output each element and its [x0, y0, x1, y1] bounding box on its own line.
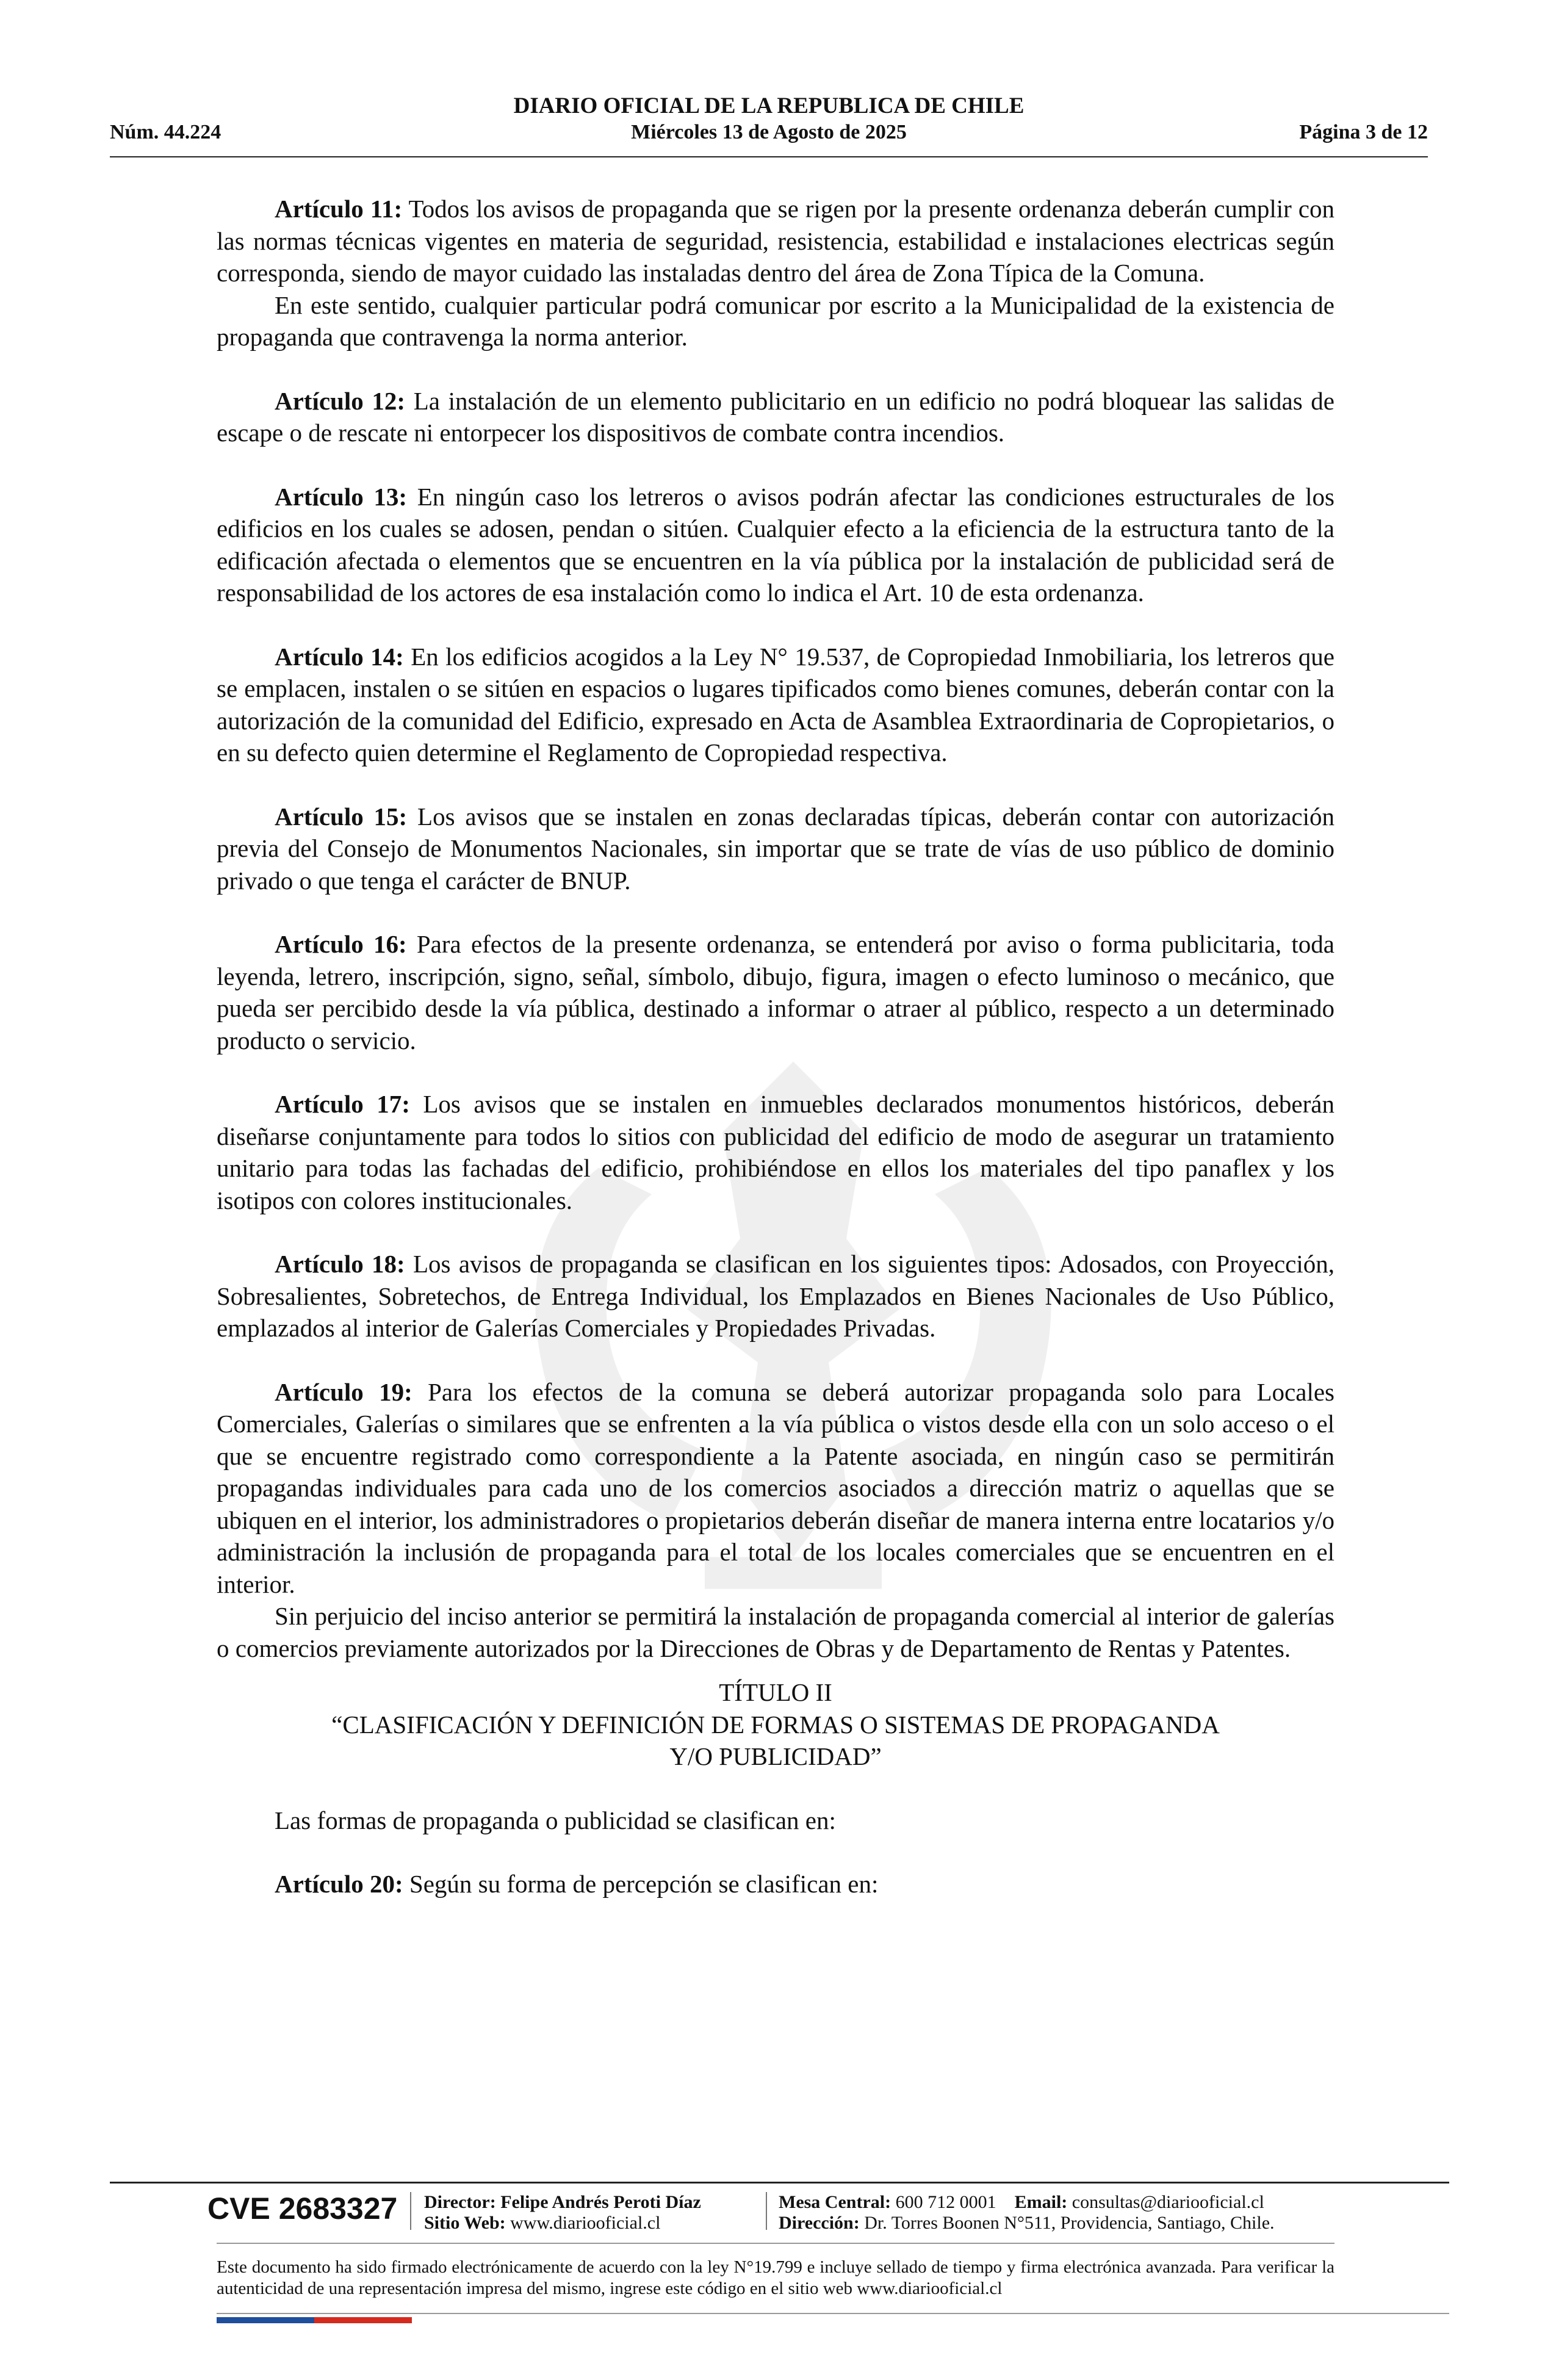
- gazette-title: DIARIO OFICIAL DE LA REPUBLICA DE CHILE: [513, 93, 1025, 118]
- article-text: En ningún caso los letreros o avisos podrán afectar las condiciones estructurales de los edificios en los cuales se adosen, pendan o sitúen. Cualquier efecto a la eficiencia de la estructura tanto de la edificación afectada o elementos que se encuentren en la vía pública por la instalación de publicidad será de responsabilidad de los actores de esa instalación como lo indica el Art. 10 de esta ordenanza.: [217, 482, 1334, 607]
- article-11-paragraph-2: En este sentido, cualquier particular podrá comunicar por escrito a la Municipalidad de la existencia de propaganda que contravenga la norma anterior.: [217, 290, 1334, 351]
- mesa-phone: 600 712 0001: [895, 2192, 996, 2212]
- article-text: En los edificios acogidos a la Ley N° 19.537, de Copropiedad Inmobiliaria, los letreros que se emplacen, instalen o se sitúen en espacios o lugares tipificados como bienes comunes, deberán contar con la autorización de la comunidad del Edificio, expresado en Acta de Asamblea Extraordinaria de Copropietarios, o en su defecto quien determine el Reglamento de Copropiedad respectiva.: [217, 642, 1334, 766]
- footer-separator: [410, 2192, 411, 2230]
- page-header: [110, 93, 1428, 161]
- article-text: La instalación de un elemento publicitario en un edificio no podrá bloquear las salidas de escape o de rescate ni entorpecer los dispositivos de combate contra incendios.: [217, 386, 1334, 447]
- article-16: [217, 928, 1334, 1056]
- site-link[interactable]: www.diariooficial.cl: [510, 2213, 661, 2233]
- article-heading: Artículo 17:: [275, 1090, 410, 1118]
- article-text: Los avisos que se instalen en inmuebles declarados monumentos históricos, deberán diseñarse conjuntamente para todos lo sitios con publicidad del edificio de modo de asegurar un tratamiento unitario para todas las fachadas del edificio, prohibiéndose en ellos los materiales del tipo panaflex y los isotipos con colores institucionales.: [217, 1090, 1334, 1214]
- article-text: Los avisos que se instalen en zonas declaradas típicas, deberán contar con autorización previa del Consejo de Monumentos Nacionales, sin importar que se trate de vías de uso público de dominio privado o que tenga el carácter de BNUP.: [217, 802, 1334, 895]
- article-heading: Artículo 11:: [275, 195, 403, 223]
- article-text: Todos los avisos de propaganda que se rigen por la presente ordenanza deberán cumplir con las normas técnicas vigentes en materia de seguridad, resistencia, estabilidad e instalaciones electricas según corresponda, siendo de mayor cuidado las instaladas dentro del área de Zona Típica de la Comuna.: [217, 195, 1334, 287]
- signature-notice: Este documento ha sido firmado electrónicamente de acuerdo con la ley N°19.799 e incluye sellado de tiempo y firma electrónica avanzada. Para verificar la autenticidad de una representación impresa del mismo, ingrese este código en el sitio web www.diariooficial.cl: [217, 2257, 1334, 2298]
- footer-divider-bottom: [217, 2313, 1449, 2314]
- article-text: Según su forma de percepción se clasifican en:: [409, 1870, 879, 1898]
- article-17: [217, 1088, 1334, 1216]
- article-text: Para los efectos de la comuna se deberá autorizar propaganda solo para Locales Comerciales, Galerías o similares que se enfrenten a la vía pública o vistos desde ella con un solo acceso o el que se encuentre registrado como correspondiente a la Patente asociada, en ningún caso se permitirán propagandas individuales para cada uno de los comercios asociados a dirección matriz o aquellas que se ubiquen en el interior, los administradores o propietarios deberán diseñar de manera interna entre locatarios y/o administración la inclusión de propaganda para el total de los locales comerciales que se encuentren en el interior.: [217, 1377, 1334, 1598]
- article-heading: Artículo 13:: [275, 482, 408, 511]
- flag-red-segment: [314, 2317, 412, 2323]
- article-15: [217, 801, 1334, 897]
- article-heading: Artículo 18:: [275, 1250, 405, 1278]
- site-label: Sitio Web:: [424, 2213, 506, 2233]
- section-title: [217, 1676, 1334, 1773]
- article-20: [217, 1868, 1334, 1900]
- footer-contact-block: [779, 2192, 1275, 2234]
- address-value: Dr. Torres Boonen N°511, Providencia, Santiago, Chile.: [864, 2213, 1275, 2233]
- section-title-line-1: TÍTULO II: [719, 1678, 832, 1706]
- issue-date: Miércoles 13 de Agosto de 2025: [631, 121, 907, 143]
- footer-divider-middle: [217, 2243, 1334, 2244]
- article-heading: Artículo 15:: [275, 802, 408, 831]
- flag-stripe: [217, 2317, 412, 2323]
- section-title-line-3: Y/O PUBLICIDAD”: [669, 1742, 882, 1770]
- article-heading: Artículo 12:: [275, 386, 406, 415]
- classification-intro: Las formas de propaganda o publicidad se clasifican en:: [275, 1806, 836, 1834]
- address-label: Dirección:: [779, 2213, 860, 2233]
- cve-code: CVE 2683327: [207, 2191, 398, 2226]
- article-heading: Artículo 14:: [275, 642, 404, 671]
- article-19: [217, 1376, 1334, 1601]
- article-text: Los avisos de propaganda se clasifican en los siguientes tipos: Adosados, con Proyección, Sobresalientes, Sobretechos, de Entrega Individual, los Emplazados en Bienes Nacionales de Uso Público, emplazados al interior de Galerías Comerciales y Propiedades Privadas.: [217, 1250, 1335, 1342]
- page-number: Página 3 de 12: [1299, 121, 1428, 143]
- director-label: Director:: [424, 2192, 496, 2212]
- email-link[interactable]: consultas@diariooficial.cl: [1072, 2192, 1264, 2212]
- article-18: [217, 1248, 1334, 1344]
- article-heading: Artículo 19:: [275, 1377, 412, 1406]
- article-11: [217, 193, 1334, 289]
- article-heading: Artículo 16:: [275, 930, 407, 958]
- flag-blue-segment: [217, 2317, 314, 2323]
- section-title-line-2: “CLASIFICACIÓN Y DEFINICIÓN DE FORMAS O SISTEMAS DE PROPAGANDA: [331, 1710, 1220, 1739]
- header-divider: [110, 156, 1428, 157]
- article-heading: Artículo 20:: [275, 1870, 403, 1898]
- director-name: Felipe Andrés Peroti Díaz: [500, 2192, 701, 2212]
- article-text: Para efectos de la presente ordenanza, se entenderá por aviso o forma publicitaria, toda leyenda, letrero, inscripción, signo, señal, símbolo, dibujo, figura, imagen o efecto luminoso o mecánico, que pueda ser percibido desde la vía pública, destinado a informar o atraer al público, respecto a un determinado producto o servicio.: [217, 930, 1334, 1055]
- email-label: Email:: [1014, 2192, 1068, 2212]
- footer-divider-top: [110, 2182, 1449, 2183]
- footer-separator: [766, 2192, 767, 2230]
- article-13: [217, 481, 1334, 609]
- mesa-label: Mesa Central:: [779, 2192, 891, 2212]
- issue-number: Núm. 44.224: [110, 121, 222, 143]
- article-19-paragraph-2: Sin perjuicio del inciso anterior se permitirá la instalación de propaganda comercial al interior de galerías o comercios previamente autorizados por la Direcciones de Obras y de Departamento de Rentas y Patentes.: [217, 1602, 1334, 1662]
- article-12: [217, 385, 1334, 449]
- footer-director-block: [424, 2192, 701, 2234]
- article-14: [217, 641, 1334, 769]
- document-body: [217, 193, 1334, 1900]
